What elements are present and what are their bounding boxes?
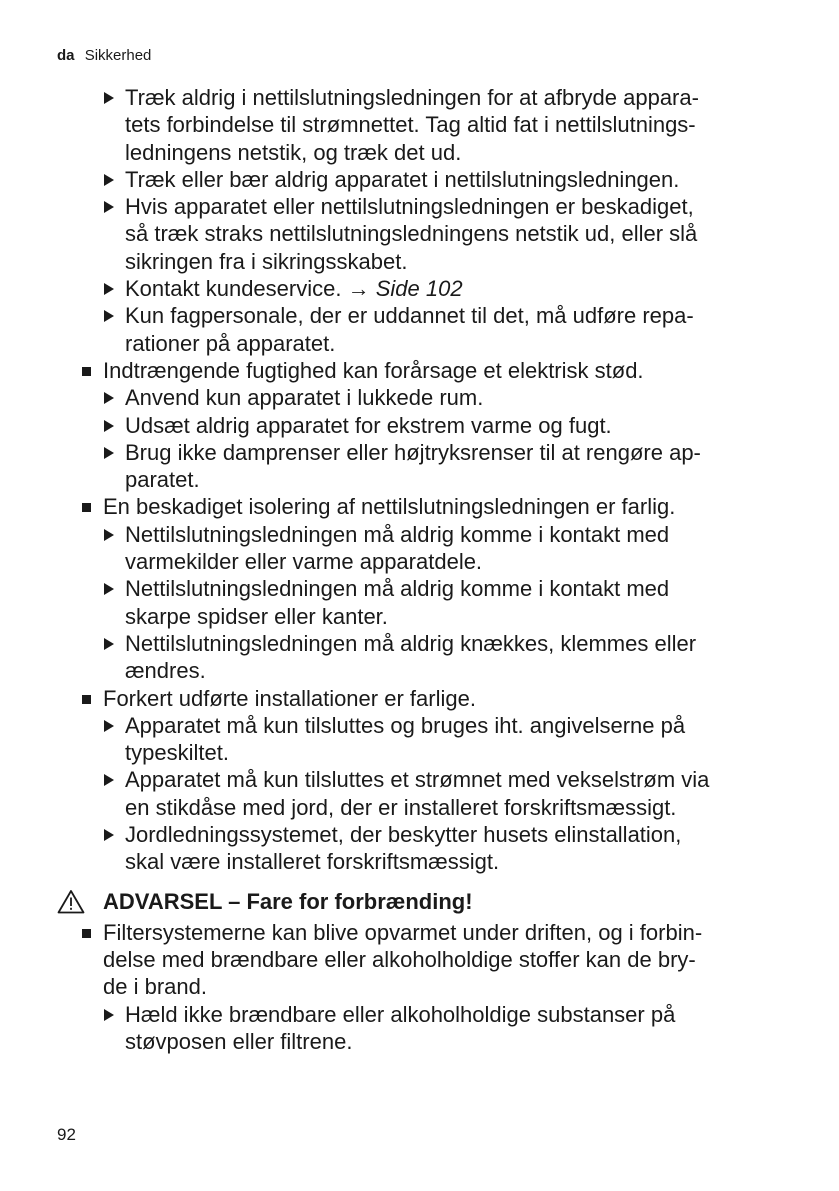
page-number: 92 [57,1125,76,1144]
instruction-item [0,384,839,411]
instruction-item [0,275,839,302]
triangle-bullet-icon [104,829,114,841]
instruction-continuation [0,548,839,575]
triangle-bullet-icon [104,310,114,322]
triangle-bullet-icon [104,447,114,459]
triangle-bullet-icon [104,174,114,186]
hazard-text: de i brand. [103,974,207,1000]
triangle-bullet-icon [104,1009,114,1021]
section-title: Sikkerhed [84,47,152,64]
triangle-bullet-icon [104,392,114,404]
instruction-text: sikringen fra i sikringsskabet. [125,248,408,274]
instruction-text: Jordledningssystemet, der beskytter husets elinstallation, [125,822,682,848]
triangle-bullet-icon [104,583,114,595]
instruction-text: så træk straks nettilslutningsledningens netstik ud, eller slå [125,221,698,247]
square-bullet-icon [82,367,91,376]
triangle-bullet-icon [104,529,114,541]
instruction-text: paratet. [125,467,200,493]
instruction-text: Apparatet må kun tilsluttes og bruges iht. angivelserne på [125,712,686,738]
triangle-bullet-icon [104,283,114,295]
hazard-item [0,919,839,946]
instruction-text: støvposen eller filtrene. [125,1028,353,1054]
warning-heading [0,879,839,919]
square-bullet-icon [82,929,91,938]
instruction-continuation [0,111,839,138]
hazard-item [0,493,839,520]
triangle-bullet-icon [104,720,114,732]
instruction-item [0,166,839,193]
triangle-bullet-icon [104,201,114,213]
instruction-item [0,302,839,329]
instruction-text: Apparatet må kun tilsluttes et strømnet med vekselstrøm via [125,767,710,793]
page-header [57,47,151,64]
triangle-bullet-icon [104,774,114,786]
language-code: da [57,47,75,64]
hazard-continuation [0,946,839,973]
hazard-item [0,685,839,712]
safety-content [0,84,839,1055]
instruction-item [0,193,839,220]
square-bullet-icon [82,695,91,704]
instruction-text: skarpe spidser eller kanter. [125,603,388,629]
instruction-continuation [0,657,839,684]
instruction-item [0,412,839,439]
instruction-continuation [0,794,839,821]
instruction-text: Nettilslutningsledningen må aldrig komme i kontakt med [125,576,670,602]
hazard-continuation [0,973,839,1000]
instruction-continuation [0,248,839,275]
instruction-item [0,575,839,602]
instruction-continuation [0,603,839,630]
hazard-text: Forkert udførte installationer er farlige. [103,685,476,711]
instruction-text: Nettilslutningsledningen må aldrig komme i kontakt med [125,521,670,547]
instruction-text: varmekilder eller varme apparatdele. [125,549,483,575]
instruction-text: tets forbindelse til strømnettet. Tag altid fat i nettilslutnings- [125,112,696,138]
warning-title: ADVARSEL – Fare for forbrænding! [103,888,473,914]
warning-triangle-icon [57,889,85,914]
instruction-text: Nettilslutningsledningen må aldrig knækkes, klemmes eller [125,630,697,656]
instruction-continuation [0,1028,839,1055]
instruction-item [0,439,839,466]
instruction-text: skal være installeret forskriftsmæssigt. [125,849,500,875]
instruction-text: Træk aldrig i nettilslutningsledningen for at afbryde appara- [125,85,699,110]
instruction-text: Hæld ikke brændbare eller alkoholholdige substanser på [125,1001,676,1027]
instruction-item [0,821,839,848]
instruction-text: Anvend kun apparatet i lukkede rum. [125,385,484,411]
instruction-text: typeskiltet. [125,740,229,766]
instruction-text: rationer på apparatet. [125,330,336,356]
square-bullet-icon [82,503,91,512]
instruction-text: Træk eller bær aldrig apparatet i nettilslutningsledningen. [125,166,680,192]
instruction-item [0,521,839,548]
instruction-item [0,84,839,111]
instruction-text: ændres. [125,658,206,684]
instruction-text: Kontakt kundeservice. → [125,276,370,302]
instruction-item [0,712,839,739]
triangle-bullet-icon [104,92,114,104]
triangle-bullet-icon [104,638,114,650]
instruction-item [0,630,839,657]
instruction-text: Brug ikke damprenser eller højtryksrenser til at rengøre ap- [125,439,701,465]
instruction-text: Udsæt aldrig apparatet for ekstrem varme og fugt. [125,412,612,438]
hazard-text: Indtrængende fugtighed kan forårsage et elektrisk stød. [103,357,644,383]
instruction-continuation [0,466,839,493]
hazard-text: En beskadiget isolering af nettilslutningsledningen er farlig. [103,494,676,520]
instruction-continuation [0,330,839,357]
hazard-text: Filtersystemerne kan blive opvarmet under driften, og i forbin- [103,919,703,945]
instruction-item [0,1001,839,1028]
hazard-text: delse med brændbare eller alkoholholdige stoffer kan de bry- [103,946,696,972]
instruction-text: Kun fagpersonale, der er uddannet til det, må udføre repa- [125,303,694,329]
page-reference-link[interactable]: Side 102 [375,276,463,302]
instruction-continuation [0,739,839,766]
instruction-continuation [0,220,839,247]
instruction-text: ledningens netstik, og træk det ud. [125,139,462,165]
instruction-text: en stikdåse med jord, der er installeret forskriftsmæssigt. [125,794,677,820]
instruction-continuation [0,848,839,875]
triangle-bullet-icon [104,420,114,432]
instruction-item [0,766,839,793]
instruction-text: Hvis apparatet eller nettilslutningsledningen er beskadiget, [125,194,694,220]
instruction-continuation [0,139,839,166]
hazard-item [0,357,839,384]
